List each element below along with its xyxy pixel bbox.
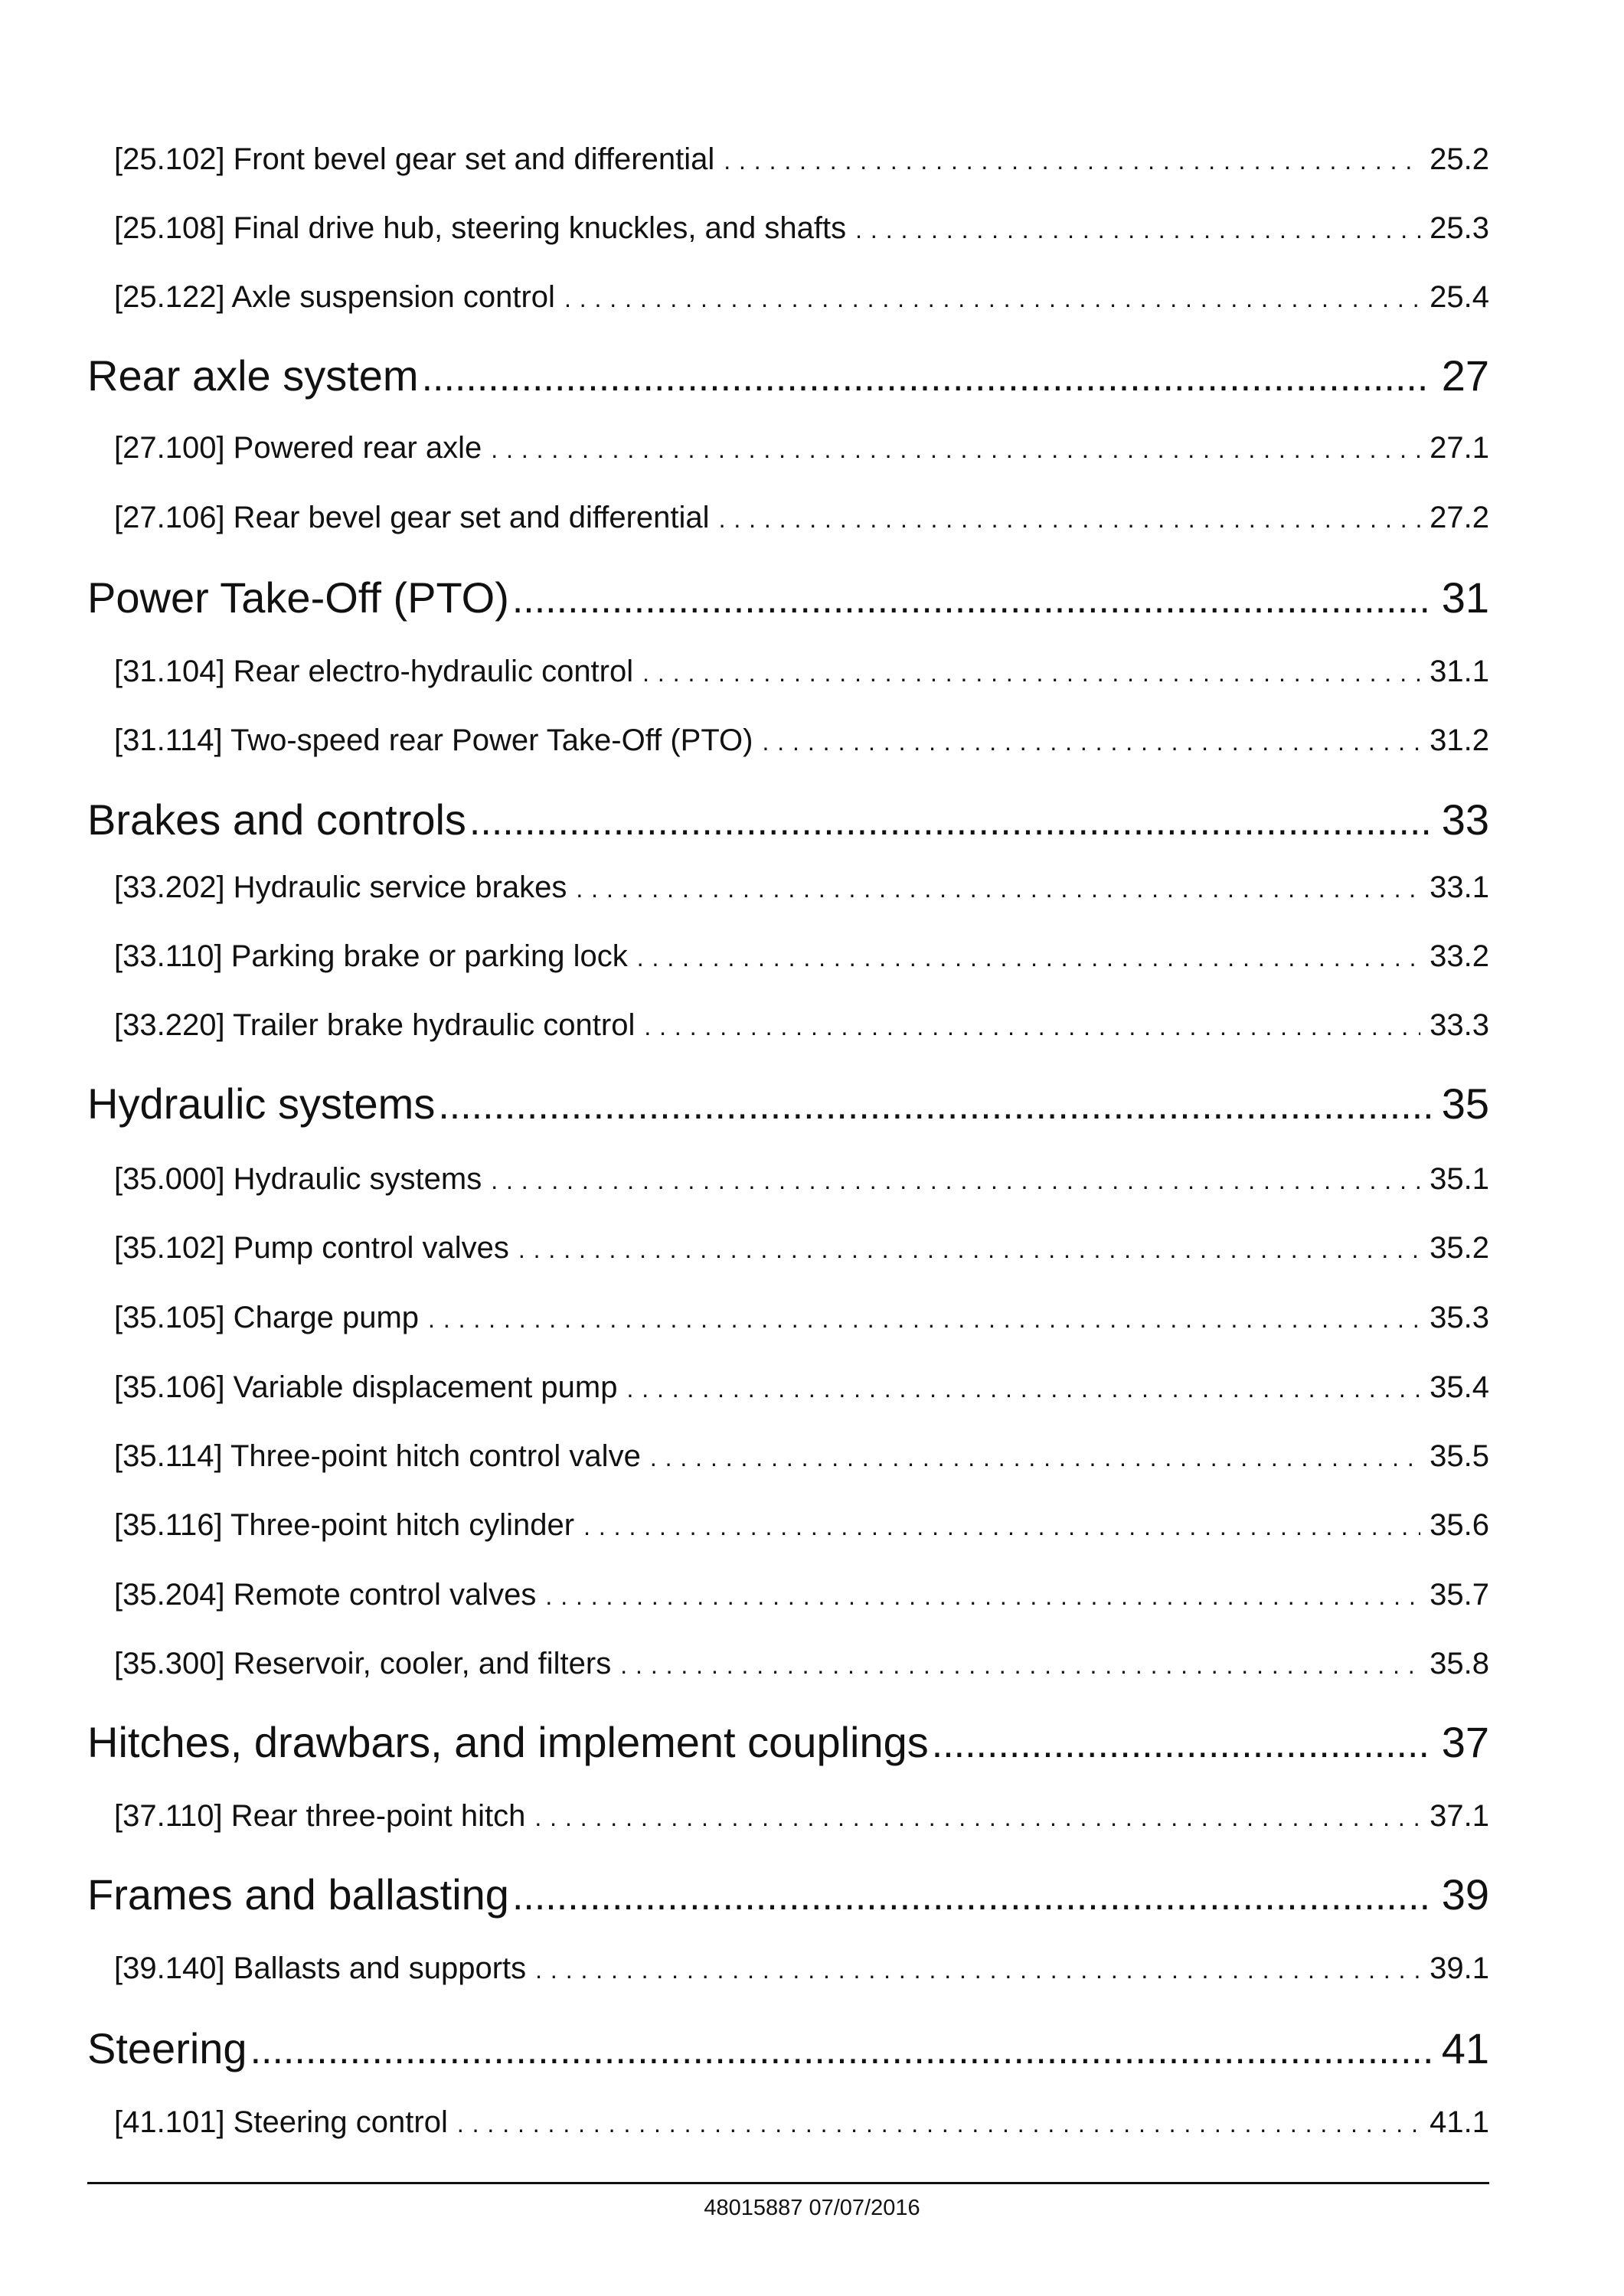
toc-chapter-title: Steering (87, 2024, 247, 2072)
toc-chapter[interactable] (87, 351, 1489, 401)
toc-entry-title: [25.122] Axle suspension control (114, 280, 555, 314)
toc-entry-title: [27.100] Powered rear axle (114, 431, 482, 465)
dot-leader (469, 795, 1431, 844)
toc-entry-page: 33.3 (1430, 1008, 1489, 1042)
toc-chapter[interactable] (87, 1079, 1489, 1129)
toc-entry-page: 41.1 (1430, 2105, 1489, 2139)
toc-entry-page: 27.2 (1430, 501, 1489, 534)
toc-chapter-title: Frames and ballasting (87, 1870, 509, 1919)
toc-entry[interactable] (114, 1647, 1489, 1684)
toc-entry-title: [25.108] Final drive hub, steering knuckles, and shafts (114, 211, 847, 245)
toc-entry[interactable] (114, 655, 1489, 691)
toc-chapter-title: Power Take-Off (PTO) (87, 573, 509, 622)
toc-entry[interactable] (114, 1439, 1489, 1476)
toc-entry-title: [33.110] Parking brake or parking lock (114, 939, 628, 973)
dot-leader (250, 2023, 1431, 2073)
toc-entry[interactable] (114, 1231, 1489, 1268)
dot-leader (762, 723, 1420, 758)
toc-entry-title: [27.106] Rear bevel gear set and differential (114, 501, 710, 534)
toc-entry-page: 35.8 (1430, 1647, 1489, 1680)
toc-chapter-title: Hitches, drawbars, and implement couplings (87, 1718, 929, 1766)
toc-entry-page: 25.2 (1430, 142, 1489, 176)
dot-leader (457, 2105, 1420, 2140)
toc-entry-title: [35.000] Hydraulic systems (114, 1162, 482, 1196)
dot-leader (535, 1951, 1420, 1986)
dot-leader (491, 1162, 1420, 1197)
toc-entry-page: 33.2 (1430, 939, 1489, 973)
toc-entry-title: [35.106] Variable displacement pump (114, 1370, 618, 1404)
dot-leader (642, 655, 1420, 689)
toc-entry-title: [39.140] Ballasts and supports (114, 1951, 527, 1985)
footer-document-id: 48015887 07/07/2016 (704, 2196, 920, 2220)
footer-rule (87, 2182, 1489, 2184)
toc-entry[interactable] (114, 211, 1489, 248)
toc-chapter-title: Rear axle system (87, 351, 419, 400)
dot-leader (534, 1799, 1420, 1834)
toc-entry-page: 35.5 (1430, 1439, 1489, 1473)
toc-entry-page: 35.4 (1430, 1370, 1489, 1404)
toc-entry-page: 37.1 (1430, 1799, 1489, 1833)
toc-chapter[interactable] (87, 573, 1489, 623)
toc-chapter[interactable] (87, 795, 1489, 845)
toc-chapter[interactable] (87, 1870, 1489, 1920)
toc-entry[interactable] (114, 1799, 1489, 1836)
toc-entry[interactable] (114, 1008, 1489, 1045)
toc-entry[interactable] (114, 2105, 1489, 2142)
dot-leader (650, 1439, 1420, 1474)
toc-entry-page: 35.3 (1430, 1301, 1489, 1334)
dot-leader (855, 211, 1420, 246)
toc-entry[interactable] (114, 142, 1489, 179)
dot-leader (491, 431, 1420, 465)
toc-chapter-page: 37 (1441, 1718, 1489, 1766)
dot-leader (428, 1301, 1420, 1335)
dot-leader (438, 1079, 1430, 1128)
toc-entry-page: 33.1 (1430, 870, 1489, 904)
toc-chapter-title: Hydraulic systems (87, 1079, 436, 1128)
toc-entry-title: [41.101] Steering control (114, 2105, 448, 2139)
toc-entry-page: 35.7 (1430, 1578, 1489, 1612)
toc-entry-page: 25.4 (1430, 280, 1489, 314)
dot-leader (719, 501, 1421, 535)
toc-entry[interactable] (114, 1370, 1489, 1407)
toc-entry-page: 35.2 (1430, 1231, 1489, 1265)
toc-entry-page: 27.1 (1430, 431, 1489, 465)
toc-entry-title: [31.114] Two-speed rear Power Take-Off (PTO) (114, 723, 753, 757)
toc-entry[interactable] (114, 1301, 1489, 1337)
dot-leader (932, 1717, 1431, 1767)
toc-entry[interactable] (114, 280, 1489, 317)
toc-entry-title: [35.105] Charge pump (114, 1301, 420, 1334)
toc-entry-page: 25.3 (1430, 211, 1489, 245)
toc-entry[interactable] (114, 1162, 1489, 1199)
dot-leader (637, 939, 1420, 974)
toc-entry[interactable] (114, 939, 1489, 976)
toc-chapter-page: 27 (1441, 351, 1489, 400)
dot-leader (620, 1647, 1420, 1681)
toc-entry-title: [35.114] Three-point hitch control valve (114, 1439, 641, 1473)
toc-chapter-page: 41 (1441, 2024, 1489, 2072)
toc-chapter-page: 31 (1441, 573, 1489, 622)
toc-entry-page: 31.2 (1430, 723, 1489, 757)
toc-entry-title: [33.220] Trailer brake hydraulic control (114, 1008, 636, 1042)
toc-entry-title: [35.300] Reservoir, cooler, and filters (114, 1647, 612, 1680)
toc-entry[interactable] (114, 1951, 1489, 1988)
toc-chapter-page: 39 (1441, 1870, 1489, 1919)
dot-leader (626, 1370, 1420, 1405)
toc-entry[interactable] (114, 431, 1489, 468)
toc-entry-page: 35.6 (1430, 1508, 1489, 1542)
toc-entry-title: [37.110] Rear three-point hitch (114, 1799, 526, 1833)
toc-chapter-page: 33 (1441, 795, 1489, 844)
toc-entry-title: [33.202] Hydraulic service brakes (114, 870, 567, 904)
toc-entry[interactable] (114, 1578, 1489, 1615)
toc-entry-title: [35.204] Remote control valves (114, 1578, 537, 1612)
toc-entry-title: [35.102] Pump control valves (114, 1231, 509, 1265)
dot-leader (422, 351, 1431, 400)
toc-chapter[interactable] (87, 1717, 1489, 1768)
dot-leader (583, 1508, 1420, 1543)
dot-leader (512, 573, 1431, 622)
toc-entry-page: 39.1 (1430, 1951, 1489, 1985)
toc-chapter[interactable] (87, 2023, 1489, 2074)
dot-leader (518, 1231, 1420, 1266)
toc-entry-page: 35.1 (1430, 1162, 1489, 1196)
dot-leader (724, 142, 1420, 177)
toc-entry[interactable] (114, 870, 1489, 907)
toc-entry-title: [25.102] Front bevel gear set and differential (114, 142, 715, 176)
dot-leader (512, 1870, 1431, 1919)
toc-chapter-page: 35 (1441, 1079, 1489, 1128)
toc-entry[interactable] (114, 501, 1489, 537)
toc-entry-title: [31.104] Rear electro-hydraulic control (114, 655, 634, 688)
toc-entry-title: [35.116] Three-point hitch cylinder (114, 1508, 575, 1542)
toc-chapter-title: Brakes and controls (87, 795, 466, 844)
toc-entry-page: 31.1 (1430, 655, 1489, 688)
toc-entry[interactable] (114, 1508, 1489, 1545)
toc-entry[interactable] (114, 723, 1489, 760)
dot-leader (644, 1008, 1420, 1043)
dot-leader (576, 870, 1420, 905)
dot-leader (564, 280, 1420, 315)
dot-leader (545, 1578, 1420, 1612)
